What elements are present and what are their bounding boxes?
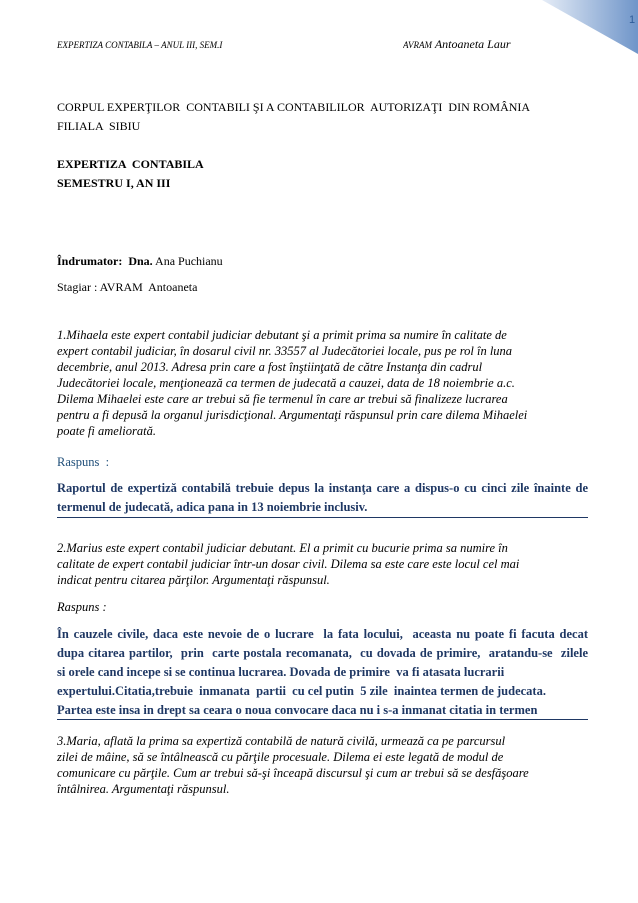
answer-line: dupa citarea partilor, prin carte postala recomanata, cu dovada de primire, aratandu-se zilele bbox=[57, 646, 588, 660]
institution-branch: FILIALA SIBIU bbox=[57, 119, 141, 133]
question-line: decembrie, anul 2013. Adresa prin care a fost înştiinţată de către Instanţa din cadrul bbox=[57, 360, 483, 374]
coordinator-line bbox=[57, 252, 223, 271]
answer-line: Raportul de expertiză contabilă trebuie depus la instanţa care a dispus-o cu cinci zile înainte de bbox=[57, 481, 588, 495]
course-semester: SEMESTRU I, AN III bbox=[57, 176, 171, 190]
answer-1 bbox=[57, 479, 588, 517]
question-2 bbox=[57, 540, 519, 588]
question-line: Dilema Mihaelei este care ar trebui să fie termenul în care ar trebui să finalizeze lucrarea bbox=[57, 392, 508, 406]
question-line: Judecătoriei locale, menţionează ca termen de judecată a cauzei, data de 18 noiembrie a.c. bbox=[57, 376, 515, 390]
coordinator-title: Dna. bbox=[122, 254, 153, 268]
question-line: indicat pentru citarea părţilor. Argumentaţi răspunsul. bbox=[57, 573, 330, 587]
answer-label-2: Raspuns : bbox=[57, 600, 107, 614]
answer-line: expertului.Citatia,trebuie inmanata partii cu cel putin 5 zile inaintea termen de judecata. bbox=[57, 684, 546, 698]
question-line: comunicare cu părţile. Cum ar trebui să-şi înceapă discursul şi cum ar trebui să se desfăşoare bbox=[57, 766, 529, 780]
answer-line: Partea este insa in drept sa ceara o noua convocare daca nu i s-a inmanat citatia in termen bbox=[57, 703, 538, 717]
header-course-title: EXPERTIZA CONTABILA – ANUL III, SEM.I bbox=[57, 40, 223, 50]
coordinator-name: Ana Puchianu bbox=[152, 254, 223, 268]
question-3 bbox=[57, 733, 529, 797]
answer-line: si orele cand incepe si se continua lucrarea. Dovada de primire va fi atasata lucrarii bbox=[57, 665, 505, 679]
header-author-name: Antoaneta Laur bbox=[432, 37, 511, 51]
question-line: calitate de expert contabil judiciar într-un dosar civil. Dilema sa este care este locul cel mai bbox=[57, 557, 520, 571]
corner-triangle bbox=[542, 0, 638, 54]
institution-block bbox=[57, 98, 530, 136]
coordinator-label: Îndrumator: bbox=[57, 254, 123, 268]
answer-divider bbox=[57, 517, 588, 518]
question-line: poate fi ameliorată. bbox=[57, 424, 156, 438]
answer-line: În cauzele civile, daca este nevoie de o lucrare la fata locului, aceasta nu poate fi facuta decat bbox=[57, 627, 588, 641]
header-author-surname: AVRAM bbox=[403, 40, 433, 50]
page-corner-decoration bbox=[538, 0, 638, 60]
course-block bbox=[57, 155, 204, 193]
answer-divider bbox=[57, 719, 588, 720]
question-1 bbox=[57, 327, 527, 439]
question-line: 2.Marius este expert contabil judiciar debutant. El a primit cu bucurie prima sa numire în bbox=[57, 541, 508, 555]
page-number: 1 bbox=[629, 14, 636, 26]
question-line: expert contabil judiciar, în dosarul civil nr. 33557 al Judecătoriei locale, pus pe rol în luna bbox=[57, 344, 513, 358]
question-line: zilei de mâine, să se întâlnească cu părţile procesuale. Dilema ei este legată de modul de bbox=[57, 750, 504, 764]
question-line: 1.Mihaela este expert contabil judiciar debutant şi a primit prima sa numire în calitate de bbox=[57, 328, 507, 342]
course-title: EXPERTIZA CONTABILA bbox=[57, 157, 204, 171]
header-author bbox=[403, 36, 551, 53]
answer-2 bbox=[57, 625, 588, 720]
question-line: 3.Maria, aflată la prima sa expertiză contabilă de natură civilă, urmează ca pe parcursul bbox=[57, 734, 506, 748]
institution-name: CORPUL EXPERŢILOR CONTABILI ŞI A CONTABILILOR AUTORIZAŢI DIN ROMÂNIA bbox=[57, 100, 531, 114]
question-line: întâlnirea. Argumentaţi răspunsul. bbox=[57, 782, 230, 796]
question-line: pentru a fi depusă la organul jurisdicţional. Argumentaţi răspunsul prin care dilema Mihaelei bbox=[57, 408, 528, 422]
answer-line: termenul de judecată, adica pana in 13 noiembrie inclusiv. bbox=[57, 500, 368, 514]
trainee-line: Stagiar : AVRAM Antoaneta bbox=[57, 280, 198, 294]
answer-label-1: Raspuns : bbox=[57, 455, 110, 469]
